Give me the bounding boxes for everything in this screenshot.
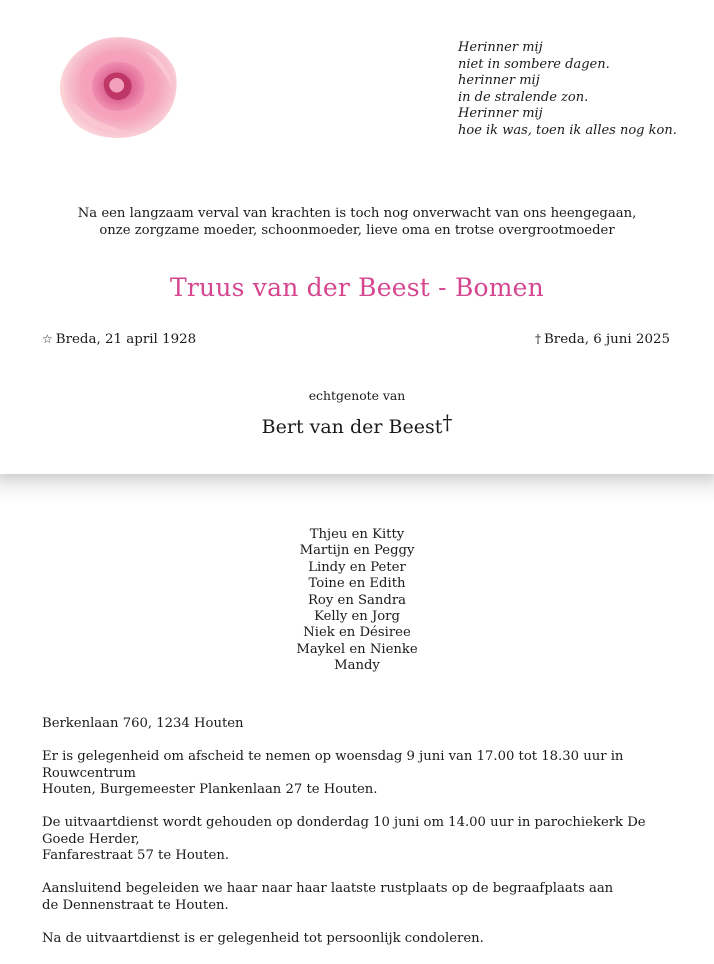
service-line: De uitvaartdienst wordt gehouden op donderdag 10 juni om 14.00 uur in parochiekerk De Goede Herder, — [42, 815, 646, 847]
rose-icon — [56, 30, 182, 142]
poem-line: niet in sombere dagen. — [458, 56, 610, 72]
address — [42, 716, 682, 733]
poem-line: hoe ik was, toen ik alles nog kon. — [458, 122, 677, 138]
list-item: Mandy — [334, 658, 380, 674]
list-item: Kelly en Jorg — [314, 609, 400, 625]
list-item: Niek en Désiree — [303, 625, 411, 641]
family-list — [0, 527, 714, 675]
spouse-name: Bert van der Beest — [261, 416, 443, 438]
service-line: Fanfarestraat 57 te Houten. — [42, 848, 230, 864]
list-item: Roy en Sandra — [308, 592, 406, 608]
list-item: Maykel en Nienke — [296, 641, 418, 657]
announcement-card — [0, 0, 714, 474]
birth-date: Breda, 21 april 1928 — [55, 332, 197, 347]
intro-line: Na een langzaam verval van krachten is toch nog onverwacht van ons heengegaan, — [77, 206, 637, 221]
poem-line: Herinner mij — [458, 40, 543, 55]
poem-line: in de stralende zon. — [458, 89, 589, 105]
spouse-label: echtgenote van — [308, 388, 406, 403]
page-divider — [0, 474, 714, 504]
spouse — [0, 410, 714, 438]
poem — [458, 40, 677, 140]
intro-line: onze zorgzame moeder, schoonmoeder, lieve oma en trotse overgrootmoeder — [99, 223, 615, 238]
star-icon: ☆ — [42, 332, 53, 346]
condolence-paragraph — [42, 931, 682, 948]
list-item: Toine en Edith — [308, 576, 406, 592]
condolence-text: Na de uitvaartdienst is er gelegenheid tot persoonlijk condoleren. — [42, 930, 484, 946]
cross-icon: † — [442, 410, 453, 434]
poem-line: herinner mij — [458, 73, 540, 89]
death-info — [535, 332, 670, 347]
service-paragraph — [42, 815, 682, 865]
visitation-paragraph — [42, 749, 682, 799]
visitation-line: Er is gelegenheid om afscheid te nemen op woensdag 9 juni van 17.00 tot 18.30 uur in Rouwcentrum — [42, 748, 624, 781]
deceased-name: Truus van der Beest - Bomen — [170, 273, 544, 302]
list-item: Martijn en Peggy — [299, 543, 415, 559]
intro-text — [0, 205, 714, 239]
birth-info — [42, 332, 196, 347]
details — [42, 716, 682, 964]
burial-line: Aansluitend begeleiden we haar naar haar laatste rustplaats op de begraafplaats aan — [42, 881, 614, 897]
address-text: Berkenlaan 760, 1234 Houten — [42, 716, 244, 731]
burial-line: de Dennenstraat te Houten. — [42, 897, 229, 913]
list-item: Lindy en Peter — [308, 559, 406, 575]
poem-line: Herinner mij — [458, 106, 543, 122]
visitation-line: Houten, Burgemeester Plankenlaan 27 te Houten. — [42, 782, 378, 798]
burial-paragraph — [42, 881, 682, 914]
death-date: Breda, 6 juni 2025 — [543, 332, 670, 347]
cross-icon: † — [534, 332, 541, 346]
list-item: Thjeu en Kitty — [309, 527, 405, 542]
